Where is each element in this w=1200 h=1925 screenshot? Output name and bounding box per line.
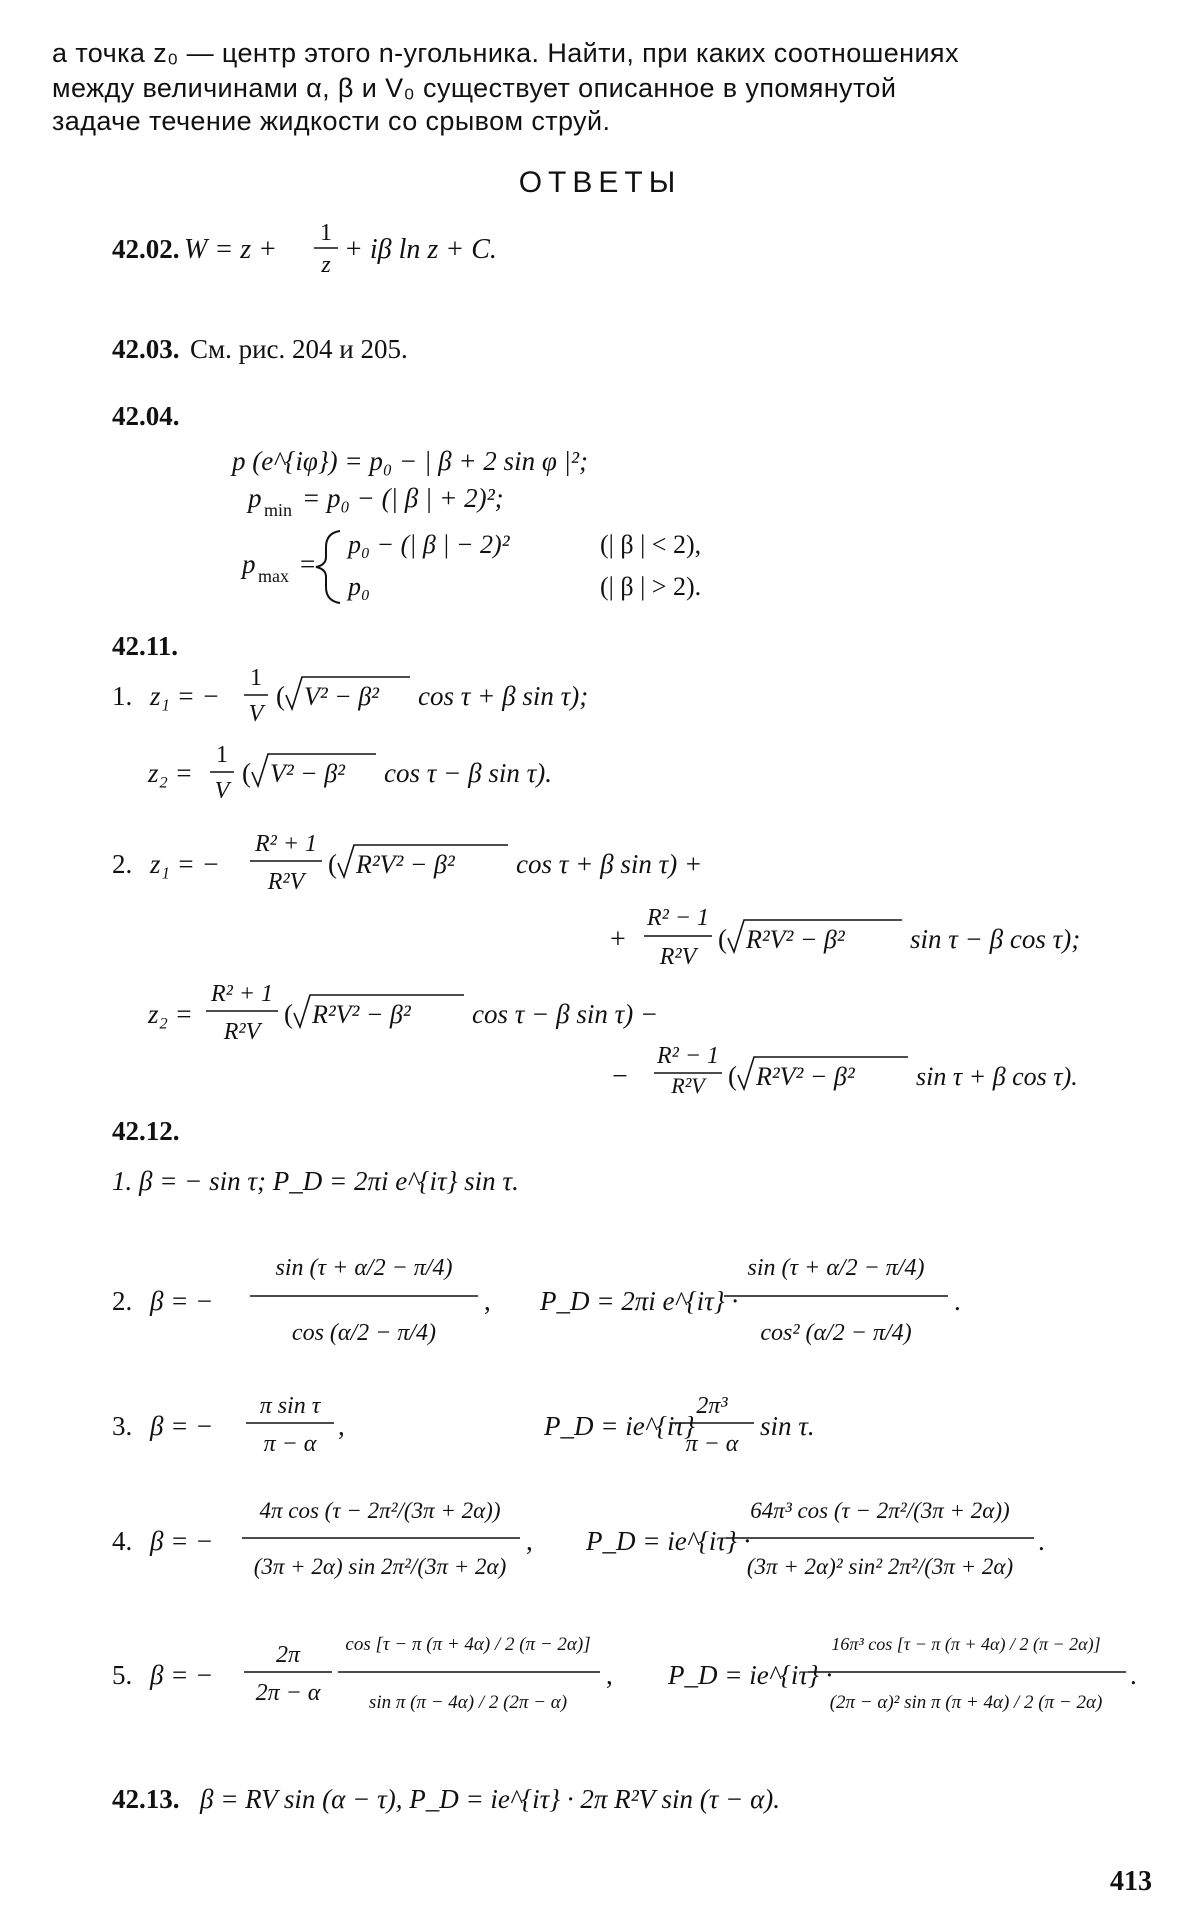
z1-lhs: z₁ = −	[150, 849, 220, 879]
fraction-numerator: 1	[320, 220, 332, 246]
fraction-numerator: R² − 1	[656, 1043, 720, 1069]
fraction-denominator: V	[214, 778, 230, 804]
z1-rest: cos τ + β sin τ);	[418, 681, 589, 711]
z2-lhs: z₂ =	[148, 758, 193, 788]
fraction-denominator: R²V	[223, 1019, 261, 1045]
answer-42-04	[0, 395, 1200, 615]
pmax-condition-1: (| β | < 2),	[600, 530, 702, 559]
item-5-prefactor-denominator: 2π − α	[255, 1680, 321, 1706]
item-4-pd: P_D = ie^{iτ} ·	[586, 1526, 751, 1556]
item-2-pd-denominator: cos² (α/2 − π/4)	[760, 1320, 912, 1346]
part-1-label: 1.	[112, 681, 133, 711]
fraction-numerator: 1	[216, 742, 228, 768]
continuation-sign: −	[612, 1061, 628, 1092]
pmin-rhs: = p₀ − (| β | + 2)²;	[302, 483, 504, 513]
item-5-label: 5.	[112, 1660, 133, 1690]
fraction-denominator: R²V	[267, 869, 305, 895]
item-4-pd-denominator: (3π + 2α)² sin² 2π²/(3π + 2α)	[746, 1554, 1014, 1579]
period: .	[1038, 1526, 1045, 1556]
item-3-pd: P_D = ie^{iτ}	[544, 1411, 695, 1441]
open-paren: (	[276, 681, 285, 711]
item-1: 1. β = − sin τ; P_D = 2πi e^{iτ} sin τ.	[112, 1166, 519, 1196]
equals-sign: =	[300, 549, 316, 579]
case-brace	[316, 531, 340, 603]
answer-number: 42.03.	[112, 334, 180, 364]
fraction-denominator: R²V	[659, 944, 697, 970]
period: .	[954, 1286, 961, 1316]
item-5-pd-numerator: 16π³ cos [τ − π (π + 4α) / 2 (π − 2α)]	[831, 1634, 1101, 1654]
answer-number: 42.02.	[112, 234, 180, 264]
pmax-case-1: p₀ − (| β | − 2)²	[348, 530, 510, 559]
item-2-pd: P_D = 2πi e^{iτ} ·	[540, 1286, 739, 1316]
comma: ,	[338, 1411, 345, 1441]
intro-line-3: задаче течение жидкости со срывом струй.	[52, 106, 611, 136]
intro-line-1: а точка z₀ — центр этого n-угольника. Найти, при каких соотношениях	[52, 38, 959, 68]
answer-text: β = RV sin (α − τ), P_D = ie^{iτ} · 2π R²V sin (τ − α).	[200, 1784, 780, 1814]
open-paren: (	[718, 924, 727, 954]
radicand: R²V² − β²	[356, 850, 455, 879]
answer-number: 42.13.	[112, 1784, 180, 1814]
fraction-denominator: z	[321, 252, 331, 278]
fraction-numerator: R² + 1	[210, 981, 274, 1007]
open-paren: (	[242, 758, 251, 788]
item-5-prefactor-numerator: 2π	[275, 1642, 301, 1668]
answer-42-13	[0, 1778, 1200, 1822]
z1-continuation-rest: sin τ − β cos τ);	[910, 924, 1081, 954]
answer-number: 42.12.	[112, 1116, 180, 1146]
item-3-numerator: π sin τ	[259, 1393, 321, 1419]
z2-lhs: z₂ =	[148, 999, 193, 1029]
z1-rest: cos τ + β sin τ) +	[516, 849, 703, 879]
answer-number: 42.11.	[112, 631, 179, 661]
item-2-numerator: sin (τ + α/2 − π/4)	[275, 1255, 453, 1281]
comma: ,	[484, 1286, 491, 1316]
page-number: 413	[1110, 1866, 1152, 1897]
pmin-subscript: min	[264, 500, 293, 520]
fraction-denominator: R²V	[671, 1073, 705, 1095]
item-4-denominator: (3π + 2α) sin 2π²/(3π + 2α)	[253, 1554, 507, 1579]
z2-rest: cos τ − β sin τ).	[384, 758, 552, 788]
pmax-condition-2: (| β | > 2).	[600, 572, 702, 601]
answer-42-03	[0, 330, 1200, 370]
open-paren: (	[284, 999, 293, 1029]
item-2-pd-numerator: sin (τ + α/2 − π/4)	[747, 1255, 925, 1281]
answer-42-12	[0, 1110, 1200, 1750]
item-3-beta: β = −	[150, 1411, 214, 1441]
item-4-pd-numerator: 64π³ cos (τ − 2π²/(3π + 2α))	[750, 1498, 1010, 1523]
z2-continuation-rest: sin τ + β cos τ).	[916, 1062, 1078, 1091]
pmax-symbol: p	[242, 549, 256, 579]
pmin-symbol: p	[248, 483, 262, 513]
fraction-numerator: 1	[250, 665, 262, 691]
comma: ,	[606, 1660, 613, 1690]
radicand: V² − β²	[270, 759, 345, 788]
item-5-numerator: cos [τ − π (π + 4α) / 2 (π − 2α)]	[345, 1634, 591, 1655]
pressure-line: p (e^{iφ}) = p₀ − | β + 2 sin φ |²;	[232, 446, 589, 476]
radicand: V² − β²	[304, 682, 379, 711]
item-5-beta: β = −	[150, 1660, 214, 1690]
item-4-numerator: 4π cos (τ − 2π²/(3π + 2α))	[259, 1498, 501, 1523]
radicand: R²V² − β²	[746, 925, 845, 954]
answer-42-02	[0, 210, 1200, 280]
open-paren: (	[328, 849, 337, 879]
answer-42-11	[0, 625, 1200, 1095]
fraction-numerator: R² + 1	[254, 831, 318, 857]
item-3-pd-numerator: 2π³	[696, 1393, 728, 1419]
item-4-beta: β = −	[150, 1526, 214, 1556]
equation-lhs: W = z +	[184, 234, 278, 265]
radicand: R²V² − β²	[312, 1000, 411, 1029]
continuation-sign: +	[610, 924, 626, 955]
item-2-beta: β = −	[150, 1286, 214, 1316]
comma: ,	[526, 1526, 533, 1556]
z1-lhs: z₁ = −	[150, 681, 220, 711]
item-2-denominator: cos (α/2 − π/4)	[291, 1320, 437, 1346]
item-3-denominator: π − α	[263, 1431, 317, 1457]
item-4-label: 4.	[112, 1526, 133, 1556]
item-5-pd: P_D = ie^{iτ} ·	[668, 1660, 833, 1690]
item-3-pd-rest: sin τ.	[760, 1411, 815, 1441]
period: .	[1130, 1660, 1137, 1690]
z2-rest: cos τ − β sin τ) −	[472, 999, 659, 1029]
item-5-pd-denominator: (2π − α)² sin π (π + 4α) / 2 (π − 2α)	[829, 1692, 1103, 1713]
fraction-numerator: R² − 1	[646, 905, 710, 931]
open-paren: (	[728, 1061, 737, 1091]
item-5-denominator: sin π (π − 4α) / 2 (2π − α)	[368, 1692, 568, 1713]
fraction-denominator: V	[248, 701, 264, 727]
part-2-label: 2.	[112, 849, 133, 879]
equation-rest: + iβ ln z + C.	[344, 234, 497, 265]
pmax-subscript: max	[258, 566, 289, 586]
answer-text: См. рис. 204 и 205.	[190, 334, 408, 364]
intro-line-2: между величинами α, β и V₀ существует описанное в упомянутой	[52, 73, 897, 103]
radicand: R²V² − β²	[756, 1062, 855, 1091]
section-heading: ОТВЕТЫ	[518, 166, 682, 199]
item-3-pd-denominator: π − α	[685, 1431, 739, 1457]
item-3-label: 3.	[112, 1411, 133, 1441]
item-2-label: 2.	[112, 1286, 133, 1316]
answer-number: 42.04.	[112, 401, 180, 431]
pmax-case-2: p₀	[348, 572, 371, 601]
